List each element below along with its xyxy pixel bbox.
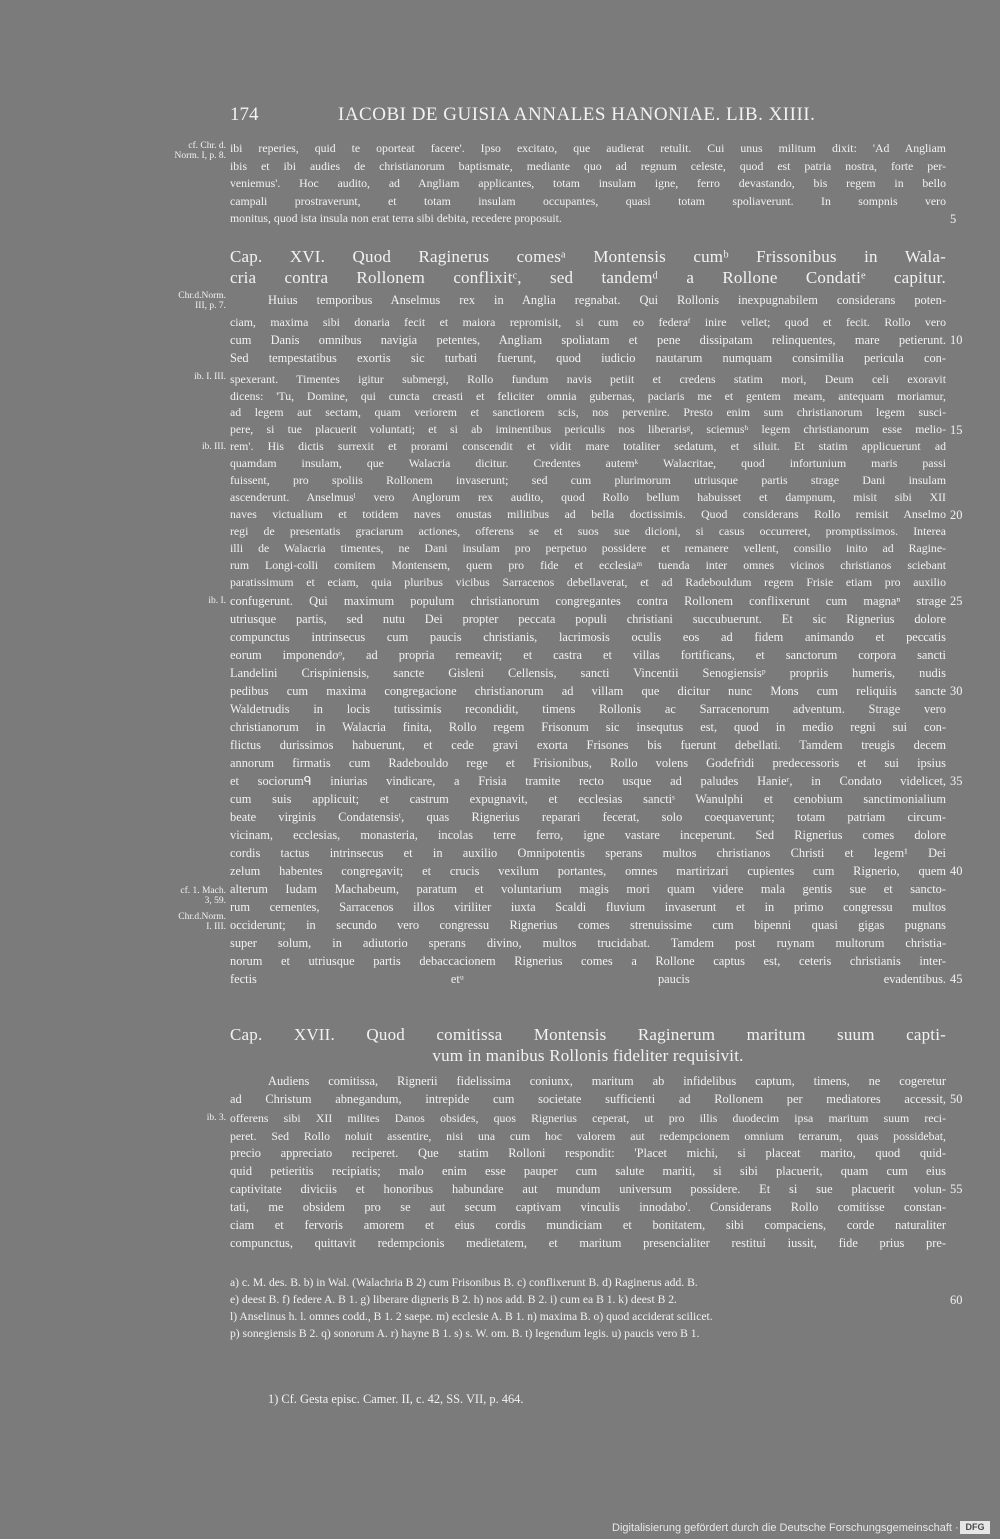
text-line: Audiens comitissa, Rignerii fidelissima coniunx, maritum ab infidelibus captum, timens, ne cogeretur <box>268 1074 946 1088</box>
text-line: compunctus intrinsecus cum paucis christianis, lacrimosis oculis eos ad fidem animando et peccatis <box>230 630 946 644</box>
text-line: Huius temporibus Anselmus rex in Anglia regnabat. Qui Rollonis inexpugnabilem considerans poten- <box>268 292 946 307</box>
text-line: spexerant. Timentes igitur submergi, Rollo fundum navis petiit et credens statim mori, Deum celi exoravit <box>230 372 946 386</box>
margin-note: Chr.d.Norm. <box>178 912 226 922</box>
line-number: 20 <box>950 508 963 522</box>
line-number: 5 <box>950 212 957 226</box>
text-line: compunctus, quittavit redempcionis medietatem, et maritum presencialiter restitui iussit, fide prius pre- <box>230 1236 946 1250</box>
text-line: ibis et ibi audies de christianorum baptismate, mediante quo ad regnum celeste, quod est patria nostra, forte per- <box>230 158 946 173</box>
line-number: 10 <box>950 333 963 347</box>
text-line: flictus durissimos habuerunt, et cede gravi exorta Frisones bis fuerunt debellati. Tamdem treugis decem <box>230 738 946 752</box>
text-line: confugerunt. Qui maximum populum christianorum congregantes contra Rollonem conflixerunt cum magnaⁿ strage <box>230 594 946 608</box>
apparatus-line: a) c. M. des. B. b) in Wal. (Walachria B 2) cum Frisonibus B. c) conflixerunt B. d) Raginerus add. B. <box>230 1276 698 1289</box>
apparatus-line: e) deest B. f) federe A. B 1. g) liberare digneris B 2. h) nos add. B 2. i) cum ea B 1. k) deest B 2. <box>230 1293 677 1306</box>
text-line: fuissent, pro spoliis Rollonem invaserunt; sed cum plurimorum utriusque partis strage Dani insulam <box>230 473 946 487</box>
text-line: et sociorumᑫ iniurias vindicare, a Frisia tramite recto usque ad paludes Hanieʳ, in Condato videlicet, <box>230 774 946 788</box>
text-line: rem'. His dictis surrexit et prorami conscendit et vidit mare totaliter sedatum, et siluit. Et statim applicuerunt ad <box>230 439 946 453</box>
text-line: monitus, quod ista insula non erat terra sibi debita, recedere proposuit. <box>230 211 562 225</box>
line-number: 55 <box>950 1182 963 1196</box>
text-line: zelum habentes congregavit; et crucis vexilum portantes, omnes martirizari cupientes cum Rignerio, quem <box>230 864 946 878</box>
line-number: 30 <box>950 684 963 698</box>
margin-note: 3, 59. <box>204 896 226 906</box>
text-line: cum suis applicuit; et castrum expugnavit, et ecclesias sanctiˢ Wanulphi et cenobium sanctimonialium <box>230 792 946 806</box>
text-line: Landelini Crispiniensis, sancte Gisleni Cellensis, sancti Vincentii Senogiensisᵖ propriis humeris, nudis <box>230 666 946 680</box>
margin-note: Chr.d.Norm. <box>178 291 226 301</box>
text-line: fectis etᵘ paucis evadentibus. <box>230 972 946 986</box>
margin-note: cf. 1. Mach. <box>180 886 226 896</box>
text-line: ciam et fervoris amorem et eius cordis mundiciam et bonitatem, sibi compaciens, corde naturaliter <box>230 1218 946 1232</box>
text-line: rum Longi-colli comitem Montensem, quem pro fide et ecclesiaᵐ tuenda inter omnes vicinos christianos sciebant <box>230 558 946 572</box>
text-line: alterum Iudam Machabeum, paratum et voluntarium magis mori quam videre mala gentis sue et sancto- <box>230 882 946 896</box>
running-header <box>0 104 1000 134</box>
margin-note: ib. 3. <box>206 1113 226 1123</box>
text-line: quid petieritis recipiatis; malo enim esse pauper cum salute mariti, si sibi placuerit, quam cum eius <box>230 1164 946 1178</box>
apparatus-line: l) Anselinus h. l. omnes codd., B 1. 2 saepe. m) ecclesie A. B 1. n) maxima B. o) quod acciderat scilicet. <box>230 1310 713 1323</box>
text-line: super solum, in adiutorio sperans divino, multos trucidabat. Tamdem post ruynam multorum christia- <box>230 936 946 950</box>
text-line: pere, si tue placuerit voluntati; et si ab iminentibus periculis nos liberarisᵍ, sciemusʰ legem christianorum esse melio- <box>230 422 946 436</box>
text-line: ciam, maxima sibi donaria fecit et maiora repromisit, si cum eo federaᶠ inire vellet; quod et fecit. Rollo vero <box>230 315 946 329</box>
text-line: christianorum in Walacria finita, Rollo regem Frisonum sic insequtus est, quod in medio regni sui con- <box>230 720 946 734</box>
text-line: captivitate diviciis et honoribus habundare aut mundum universum possidere. Et si sue placuerit volun- <box>230 1182 946 1196</box>
text-line: beate virginis Condatensisᵗ, quas Rignerius reparari fecerat, solo coequaverunt; totam patriam circum- <box>230 810 946 824</box>
text-line: veniemus'. Hoc audito, ad Angliam applicantes, totam insulam igne, ferro devastando, bis regem in bello <box>230 176 946 190</box>
text-line: ad Christum abnegandum, intrepide cum societate sufficienti ad Rollonem per mediatores accessit, <box>230 1092 946 1106</box>
margin-note: ib. I. III. <box>194 372 226 382</box>
apparatus-line: p) sonegiensis B 2. q) sonorum A. r) hayne B 1. s) s. W. om. B. t) legendum legis. u) paucis vero B 1. <box>230 1327 700 1340</box>
text-line: naves victualium et totidem naves onustas militibus ad bella doctissimis. Quod considerans Rollo remisit Anselmo <box>230 507 946 521</box>
text-line: pedibus cum maxima congregacione christianorum ad villam que dicitur nunc Mons cum reliquiis sancte <box>230 684 946 698</box>
margin-note: Norm. I, p. 8. <box>174 151 226 161</box>
text-line: regi de presentatis graciarum actiones, offerens se et suos sue dicioni, si casus occurreret, promptissimos. Interea <box>230 524 946 538</box>
text-line: utriusque partis, sed nutu Dei propter peccata populi christiani succubuerunt. Et sic Rignerius dolore <box>230 612 946 626</box>
chapter-heading: cria contra Rollonem conflixitᶜ, sed tandemᵈ a Rollone Condatiᵉ capitur. <box>230 268 946 287</box>
text-line: vicinam, ecclesias, monasteria, incolas terre ferro, igne vastare inceperunt. Sed Rignerius comes dolore <box>230 828 946 842</box>
chapter-heading: Cap. XVI. Quod Raginerus comesᵃ Montensis cumᵇ Frissonibus in Wala- <box>230 247 946 266</box>
line-number: 35 <box>950 774 963 788</box>
running-title: IACOBI DE GUISIA ANNALES HANONIAE. LIB. XIIII. <box>338 104 816 125</box>
text-line: norum et utriusque partis debaccacionem Rignerius comes a Rollone captus est, ceteris christianis inter- <box>230 954 946 968</box>
text-line: paratissimum et eciam, quia pluribus vicibus Sarracenos debellaverat, et ad Radebouldum regem Frisie etiam pro auxilio <box>230 575 946 589</box>
line-number: 50 <box>950 1092 963 1106</box>
text-line: dicens: 'Tu, Domine, qui cuncta creasti et feliciter omnia gubernas, paciaris me et gentem meam, antequam moriamur, <box>230 389 946 403</box>
dfg-logo: DFG <box>960 1521 990 1534</box>
text-line: eorum imponendoᵒ, ad propria remeavit; et castra et villas fortificans, et sanctorum corpora sancti <box>230 648 946 662</box>
text-line: cum Danis omnibus navigia petentes, Angliam spoliatam et pene dissipatam relinquentes, mare petierunt. <box>230 333 946 347</box>
critical-apparatus <box>230 1274 970 1342</box>
text-line: peret. Sed Rollo noluit assentire, nisi una cum hoc valorem aut redempcionem omnium terrarum, quas possidebat, <box>230 1129 946 1143</box>
chapter-heading: Cap. XVII. Quod comitissa Montensis Raginerum maritum suum capti- <box>230 1025 946 1044</box>
text-line: ibi reperies, quid te oporteat facere'. Ipso excitato, que audierat retulit. Cui unus militum dixit: 'Ad Angliam <box>230 141 946 155</box>
margin-note: III, p. 7. <box>195 301 226 311</box>
text-line: Sed tempestatibus exortis sic turbati fuerunt, quod iudicio nautarum numquam consimilia pericula con- <box>230 351 946 365</box>
text-line: ad legem aut sectam, quam veriorem et sanctiorem scis, nos pervenire. Presto enim sum christianorum legem susci- <box>230 405 946 419</box>
margin-note: ib. III. <box>201 442 226 452</box>
margin-note: cf. Chr. d. <box>188 141 226 151</box>
text-line: illi de Walacria timentes, ne Dani insulam pro perpetuo possidere et remanere vellent, consilio inito ad Ragine- <box>230 541 946 555</box>
digitization-credit: Digitalisierung gefördert durch die Deutsche Forschungsgemeinschaft · <box>612 1522 959 1534</box>
page-number: 174 <box>230 104 259 125</box>
text-line: campali prostraverunt, et totam insulam occupantes, quasi totam spoliaverunt. In sompnis vero <box>230 193 946 208</box>
footnote: 1) Cf. Gesta episc. Camer. II, c. 42, SS. VII, p. 464. <box>268 1392 524 1406</box>
line-number: 40 <box>950 864 963 878</box>
text-line: Waldetrudis in locis tutissimis recondidit, timens Rollonis ac Sarracenorum adventum. Strage vero <box>230 702 946 716</box>
text-line: annorum firmatis cum Radebouldo rege et Frisionibus, Rollo volens Godefridi predecessoris et sui ipsius <box>230 756 946 770</box>
line-number: 45 <box>950 972 963 986</box>
text-line: offerens sibi XII milites Danos obsides, quos Rignerius ceperat, ut pro illis duodecim ipsa maritum suum reci- <box>230 1111 946 1125</box>
chapter-heading: vum in manibus Rollonis fideliter requisivit. <box>432 1046 744 1065</box>
line-number: 60 <box>950 1293 963 1307</box>
text-line: occiderunt; in secundo vero congressu Rignerius comes strenuissime cum bipenni quasi gigas pugnans <box>230 918 946 932</box>
margin-note: I. III. <box>206 922 226 932</box>
text-line: tati, me obsidem pro se aut secum captivam vinculis innodabo'. Considerans Rollo comitisse constan- <box>230 1200 946 1214</box>
text-line: quamdam insulam, que Walacria dicitur. Credentes autemᵏ Walacritae, quod infortunium maris passi <box>230 456 946 470</box>
text-line: precio appreciato reciperet. Que statim Rolloni respondit: 'Placet michi, si placeat marito, quod quid- <box>230 1146 946 1160</box>
margin-note: ib. I. <box>208 596 226 606</box>
text-line: rum cernentes, Sarracenos illos viriliter iuxta Scaldi fluvium invaserunt et in primo congressu multos <box>230 900 946 914</box>
line-number: 15 <box>950 423 963 437</box>
line-number: 25 <box>950 594 963 608</box>
text-line: cordis tactus intrinsecus et in auxilio Omnipotentis sperans multos christianos Christi et legem¹ Dei <box>230 846 946 860</box>
text-line: ascenderunt. Anselmusˡ vero Anglorum rex audito, quod Rollo bellum habuisset et dampnum, misit sibi XII <box>230 490 946 504</box>
